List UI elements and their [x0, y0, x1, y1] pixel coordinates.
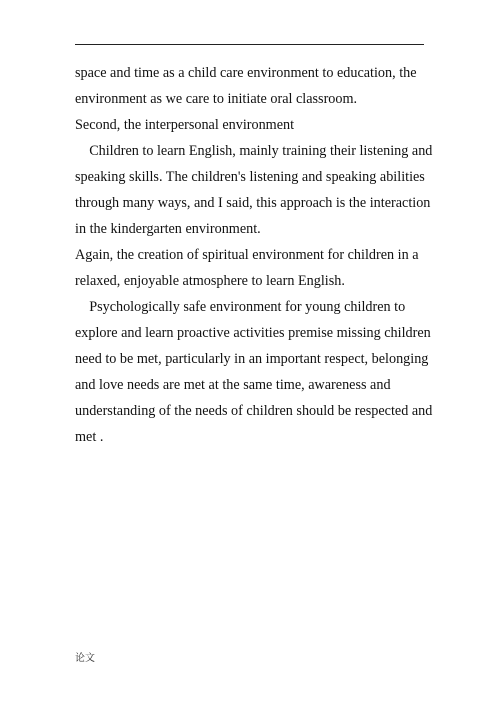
- text-line: explore and learn proactive activities premise missing children: [75, 325, 431, 341]
- text-line: relaxed, enjoyable atmosphere to learn English.: [75, 273, 345, 289]
- text-line: need to be met, particularly in an important respect, belonging: [75, 351, 429, 367]
- text-line: Again, the creation of spiritual environment for children in a: [75, 247, 419, 263]
- text-line: understanding of the needs of children should be respected and: [75, 403, 433, 419]
- footer-label: 论文: [75, 653, 95, 664]
- text-line: environment as we care to initiate oral classroom.: [75, 91, 358, 107]
- text-line: through many ways, and I said, this approach is the interaction: [75, 195, 431, 211]
- text-line: Second, the interpersonal environment: [75, 117, 295, 133]
- text-line: speaking skills. The children's listening and speaking abilities: [75, 169, 425, 185]
- text-line: in the kindergarten environment.: [75, 221, 261, 237]
- document-body: [75, 60, 433, 450]
- text-line: Children to learn English, mainly training their listening and: [75, 143, 433, 159]
- text-line: met .: [75, 429, 104, 445]
- text-line: Psychologically safe environment for young children to: [75, 299, 406, 315]
- header-rule: [75, 44, 424, 45]
- text-line: and love needs are met at the same time, awareness and: [75, 377, 391, 393]
- text-line: space and time as a child care environment to education, the: [75, 65, 417, 81]
